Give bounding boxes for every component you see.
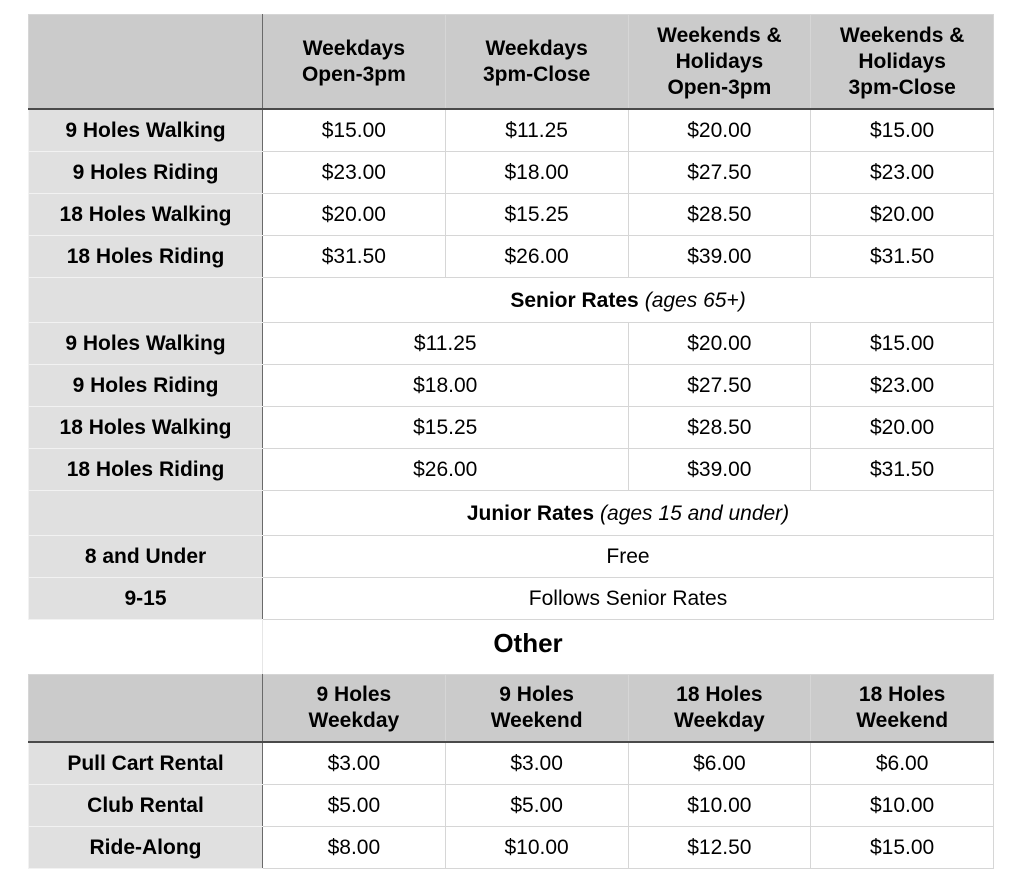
- row-label: 18 Holes Riding: [29, 449, 263, 491]
- header-line: Weekday: [308, 709, 400, 732]
- price-cell: $28.50: [628, 194, 811, 236]
- table-row: [29, 194, 994, 236]
- header-weekends-3pm-close: [811, 15, 994, 110]
- header-line: Holidays: [858, 49, 946, 73]
- price-cell: $39.00: [628, 449, 811, 491]
- header-row: [29, 15, 994, 110]
- senior-section-header: [29, 278, 994, 323]
- header-line: 3pm-Close: [848, 75, 956, 99]
- price-cell: $15.00: [811, 109, 994, 152]
- table-row: [29, 152, 994, 194]
- row-label: 9 Holes Riding: [29, 152, 263, 194]
- table-row: [29, 742, 994, 785]
- header-weekdays-open-3pm: [263, 15, 446, 110]
- price-cell: $15.00: [811, 323, 994, 365]
- header-line: Holidays: [675, 49, 764, 73]
- price-cell: $6.00: [811, 742, 994, 785]
- price-cell: $12.50: [628, 827, 811, 869]
- header-line: Weekdays: [302, 36, 406, 60]
- other-title: Other: [493, 628, 563, 658]
- price-cell: $3.00: [445, 742, 628, 785]
- price-cell: $15.25: [445, 194, 628, 236]
- header-9-holes-weekend: [445, 675, 628, 743]
- header-weekends-open-3pm: [628, 15, 811, 110]
- price-cell: $11.25: [445, 109, 628, 152]
- price-cell: $3.00: [263, 742, 446, 785]
- junior-section-title: [263, 491, 994, 536]
- header-line: Weekends &: [657, 23, 782, 47]
- price-cell: $27.50: [628, 152, 811, 194]
- price-cell: $23.00: [263, 152, 446, 194]
- price-cell: $20.00: [263, 194, 446, 236]
- header-row: [29, 675, 994, 743]
- corner-cell: [29, 15, 263, 110]
- header-line: 18 Holes: [858, 683, 946, 706]
- price-cell: $15.00: [263, 109, 446, 152]
- price-cell: $8.00: [263, 827, 446, 869]
- rates-sheet: [28, 14, 993, 869]
- price-cell: $6.00: [628, 742, 811, 785]
- row-label: 9-15: [29, 578, 263, 620]
- row-label: 18 Holes Walking: [29, 194, 263, 236]
- price-cell: $10.00: [628, 785, 811, 827]
- price-cell: $39.00: [628, 236, 811, 278]
- row-label: Ride-Along: [29, 827, 263, 869]
- price-cell: $23.00: [811, 365, 994, 407]
- table-row: [29, 578, 994, 620]
- row-label: 8 and Under: [29, 536, 263, 578]
- price-cell: $26.00: [263, 449, 629, 491]
- price-cell: $27.50: [628, 365, 811, 407]
- header-line: Weekend: [490, 709, 583, 732]
- price-cell: $15.00: [811, 827, 994, 869]
- header-18-holes-weekday: [628, 675, 811, 743]
- row-label-empty: [29, 491, 263, 536]
- row-label: 18 Holes Riding: [29, 236, 263, 278]
- row-label: 9 Holes Riding: [29, 365, 263, 407]
- header-line: 3pm-Close: [482, 62, 591, 86]
- price-cell: $31.50: [811, 236, 994, 278]
- header-line: 9 Holes: [316, 683, 392, 706]
- row-label: 9 Holes Walking: [29, 323, 263, 365]
- other-fees-table: [28, 674, 994, 869]
- row-label-empty: [29, 278, 263, 323]
- price-cell: $10.00: [811, 785, 994, 827]
- senior-note: (ages 65+): [644, 288, 746, 312]
- price-cell: $18.00: [263, 365, 629, 407]
- price-cell: $31.50: [811, 449, 994, 491]
- table-row: [29, 827, 994, 869]
- price-cell: $5.00: [263, 785, 446, 827]
- price-cell: $20.00: [628, 323, 811, 365]
- header-9-holes-weekday: [263, 675, 446, 743]
- senior-section-title: [263, 278, 994, 323]
- table-row: [29, 236, 994, 278]
- price-cell: $23.00: [811, 152, 994, 194]
- header-18-holes-weekend: [811, 675, 994, 743]
- table-row: [29, 365, 994, 407]
- table-row: [29, 536, 994, 578]
- row-label: Club Rental: [29, 785, 263, 827]
- row-label: 9 Holes Walking: [29, 109, 263, 152]
- table-row: [29, 407, 994, 449]
- price-cell: $10.00: [445, 827, 628, 869]
- header-line: 9 Holes: [499, 683, 574, 706]
- price-cell: $31.50: [263, 236, 446, 278]
- price-cell: $20.00: [628, 109, 811, 152]
- header-line: Open-3pm: [667, 75, 772, 99]
- header-weekdays-3pm-close: [445, 15, 628, 110]
- price-cell: $15.25: [263, 407, 629, 449]
- header-line: 18 Holes: [676, 683, 763, 706]
- corner-cell: [29, 675, 263, 743]
- price-cell: $28.50: [628, 407, 811, 449]
- price-cell: $11.25: [263, 323, 629, 365]
- senior-title: Senior Rates: [510, 288, 639, 312]
- other-section-heading: [28, 620, 993, 674]
- table-row: [29, 449, 994, 491]
- table-row: [29, 109, 994, 152]
- table-row: [29, 323, 994, 365]
- header-line: Weekends &: [839, 23, 965, 47]
- header-line: Weekend: [856, 709, 949, 732]
- price-cell: $18.00: [445, 152, 628, 194]
- junior-title: Junior Rates: [466, 501, 595, 525]
- table-row: [29, 785, 994, 827]
- header-line: Weekday: [674, 709, 765, 732]
- junior-note: (ages 15 and under): [600, 501, 790, 525]
- row-label: Pull Cart Rental: [29, 742, 263, 785]
- junior-section-header: [29, 491, 994, 536]
- green-fees-table: [28, 14, 994, 620]
- price-cell: $20.00: [811, 407, 994, 449]
- price-cell: $5.00: [445, 785, 628, 827]
- header-line: Open-3pm: [301, 62, 406, 86]
- price-cell: Free: [263, 536, 994, 578]
- price-cell: $26.00: [445, 236, 628, 278]
- price-cell: $20.00: [811, 194, 994, 236]
- row-label: 18 Holes Walking: [29, 407, 263, 449]
- price-cell: Follows Senior Rates: [263, 578, 994, 620]
- header-line: Weekdays: [485, 36, 588, 60]
